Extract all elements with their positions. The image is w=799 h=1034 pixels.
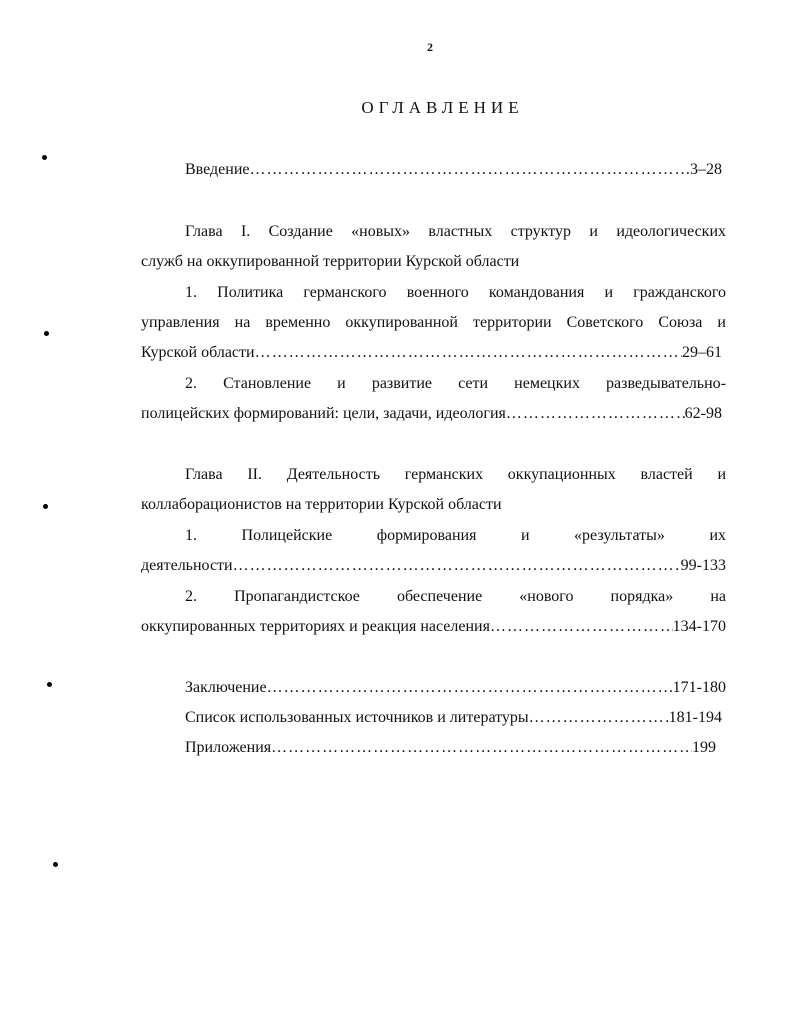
toc-entry-pages: 134-170 [672, 618, 726, 635]
dot-leader [250, 160, 691, 180]
toc-entry-pages: 99-133 [680, 557, 726, 574]
dot-leader [529, 708, 669, 728]
chapter-1-section-2-line-1: 2. Становление и развитие сети немецких разведывательно- [185, 375, 726, 392]
chapter-2-heading-line-1: Глава II. Деятельность германских оккупационных властей и [185, 466, 726, 483]
toc-entry-pages: 171-180 [672, 679, 726, 696]
chapter-2-section-1-line-1: 1. Полицейские формирования и «результаты» их [185, 527, 726, 544]
binder-hole-mark [43, 504, 48, 509]
toc-entry-label: оккупированных территориях и реакция населения [141, 618, 490, 635]
toc-entry-pages: 62-98 [684, 405, 722, 422]
toc-entry-label: Приложения [185, 739, 272, 756]
chapter-2-section-2-line-2 [141, 617, 726, 637]
toc-entry-pages: 181-194 [668, 709, 722, 726]
chapter-1-heading-line-2: служб на оккупированной территории Курской области [141, 253, 520, 270]
toc-entry-label: Заключение [185, 679, 267, 696]
toc-entry-conclusion [185, 678, 726, 698]
toc-entry-introduction [185, 160, 722, 180]
binder-hole-mark [42, 155, 47, 160]
chapter-2-heading-line-2: коллаборационистов на территории Курской области [141, 496, 502, 513]
toc-entry-label: Введение [185, 161, 250, 178]
toc-entry-label: Курской области [141, 344, 255, 361]
chapter-2-section-2-line-1: 2. Пропагандистское обеспечение «нового порядка» на [185, 588, 726, 605]
toc-entry-pages: 3–28 [690, 161, 722, 178]
toc-entry-pages: 199 [692, 739, 716, 756]
toc-entry-label: Список использованных источников и литературы [185, 709, 529, 726]
dot-leader [506, 404, 685, 424]
chapter-1-section-2-line-2 [141, 404, 722, 424]
toc-entry-label: полицейских формирований: цели, задачи, идеология [141, 405, 506, 422]
dot-leader [271, 738, 692, 758]
binder-hole-mark [53, 862, 58, 867]
dot-leader [267, 678, 673, 698]
chapter-1-heading-line-1: Глава I. Создание «новых» властных структур и идеологических [185, 223, 726, 240]
chapter-1-section-1-line-2: управления на временно оккупированной территории Советского Союза и [141, 314, 726, 331]
binder-hole-mark [47, 682, 52, 687]
binder-hole-mark [44, 331, 49, 336]
toc-entry-label: деятельности [141, 557, 233, 574]
toc-entry-pages: 29–61 [682, 344, 722, 361]
toc-entry-sources [185, 708, 722, 728]
toc-entry-appendix [185, 738, 716, 758]
dot-leader [233, 556, 681, 576]
page-number: 2 [427, 40, 433, 54]
chapter-1-section-1-line-1: 1. Политика германского военного командования и гражданского [185, 284, 726, 301]
chapter-1-section-1-line-3 [141, 343, 722, 363]
page-title: ОГЛАВЛЕНИЕ [361, 98, 524, 117]
dot-leader [490, 617, 673, 637]
chapter-2-section-1-line-2 [141, 556, 726, 576]
dot-leader [255, 343, 682, 363]
